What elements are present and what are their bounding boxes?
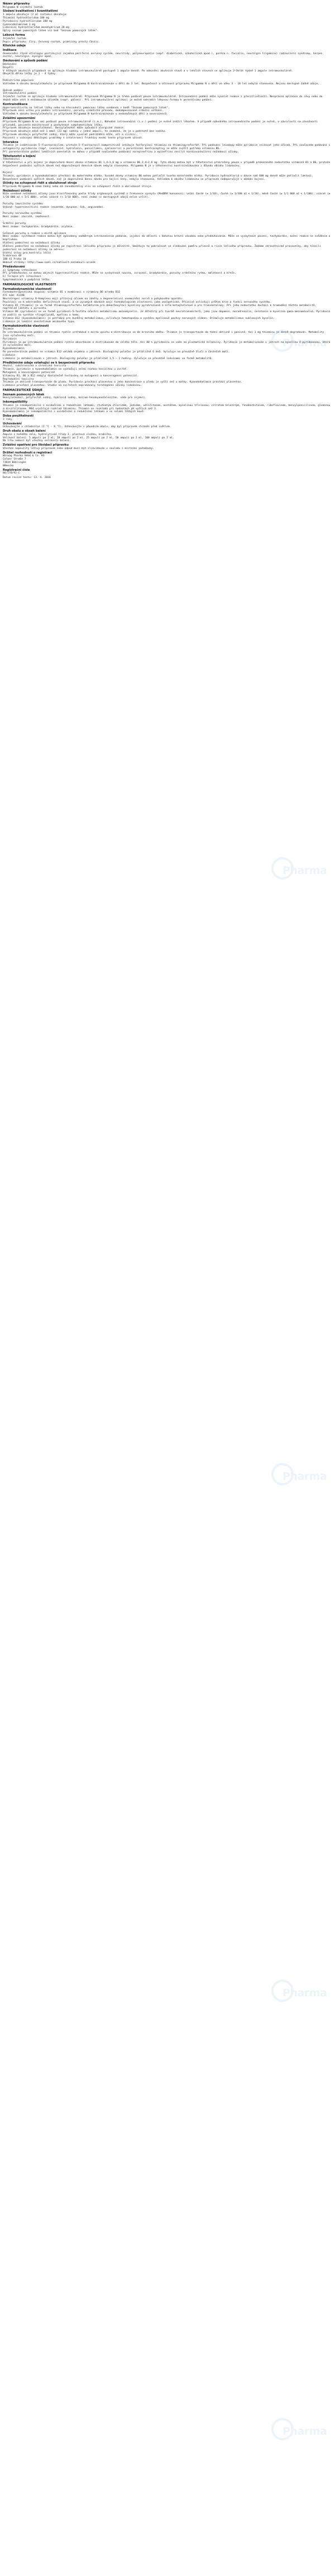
section-heading: Kontraindikace [3,102,28,106]
section-heading: Doba použitelnosti [3,414,34,418]
section-heading: Seznam pomocných látek [3,393,45,396]
section-heading: Interakce [3,140,18,144]
section-body: Milgamma N injekční roztok [3,6,43,9]
section-body: Akutní, subchronická a chronická toxicita Thiamin, pyridoxin a kyanokobalamin se vyznačují velmi nízkou toxicitou u zvířat. Mutagenní a kancerogenní potenciál Vitaminy B1, B6 a B12 nebyly dostatečně testovány na mutagenní a kancerogenní potenciál. Reprodukční toxicita Thiamin je aktivně transportován do plodu. Pyridoxin prochází placentou a jeho koncentrace u plodu je vyšší než u matky. Kyanokobalamin prochází placentou. Lidokain prochází placentou. Studie na zvířatech neprokázaly teratogenní účinky lidokainu. [3,365,242,388]
section-body: Thiamin je inaktivován 5-fluorouracilem, protože 5-fluorouracil kompetitivně inhibuje fosforylaci thiaminu na thiaminpyrofosfát. Při podávání levodopy může pyridoxin snižovat jeho účinek. Při současném podávání s antagonisty pyridoxinu (např. isoniazid, hydralazin, penicilamin, cykloserin) a perorálními kontraceptivy se může zvýšit potřeba vitaminu B6. Při parenterálním podání lokálních anestetik se mohou v případě současného podávání norepinefrinu a epinefrinu zesílit kardiovaskulární nežádoucí účinky. [3,144,331,154]
section-heading: Druh obalu a obsah balení [3,429,46,433]
section-heading: Farmakodynamické vlastnosti [3,287,52,291]
section-body: Níže uvedené nežádoucí účinky jsou klasifikovány podle třídy orgánových systémů a frekvence výskytu (MedDRA konvence): velmi časté (≥ 1/10), časté (≥ 1/100 až < 1/10), méně časté (≥ 1/1 000 až < 1/100), vzácné (≥ 1/10 000 až < 1/1 000), velmi vzácné (< 1/10 000), není známo (z dostupných údajů nelze určit). Poruchy imunitního systému Vzácné: hypersenzitivní reakce (exantém, dyspnoe, šok, angioedém). Poruchy nervového systému Není známo: závratě, zmatenost. Srdeční poruchy Není známo: tachykardie, bradykardie, arytmie. Celkové poruchy a reakce v místě aplikace Není známo: systémové reakce mohou být způsobeny nadměrným intravenózním podáním, injekcí do oblasti s bohatou krevní zásobou nebo předávkováním. Může se vyskytnout pocení, tachykardie, kožní reakce se svěděním a kopřivkou. Hlášení podezření na nežádoucí účinky Hlášení podezření na nežádoucí účinky po registraci léčivého přípravku je důležité. Umožňuje to pokračovat ve sledování poměru přínosů a rizik léčivého přípravku. Žádáme zdravotnické pracovníky, aby hlásili podezření na nežádoucí účinky na adresu: Státní ústav pro kontrolu léčiv Šrobárova 48 100 41 Praha 10 Webové stránky: http://www.sukl.cz/nahlasit-nezadouci-ucinek [3,193,331,265]
section-heading: FARMACEUTICKÉ ÚDAJE [3,389,43,393]
section-body: Dávkování Dospělí V těžkých akutních případech se aplikuje hluboko intramuskulárně postupně 1 ampule denně. Po odeznění akutních stavů a v lehčích stavech se aplikuje 2–3krát týdně 1 ampule intramuskulárně. Obvyklá délka léčby je 1 - 4 týdny. Pediatrická populace Vzhledem k obsahu benzylalkoholu je přípravek Milgamma N kontraindikován u dětí do 3 let. Bezpečnost a účinnost přípravku Milgamma N u dětí ve věku 3 - 18 let nebyla stanovena. Nejsou dostupné žádné údaje. Způsob podání Intramuskulární podání Injekční roztok se aplikuje hluboko intramuskulárně. Přípravek Milgamma N je třeba podávat pouze intramuskulárně. Intravenózní podání může vyvolat reakce z přecitlivělosti. Nesprávná aplikace do cévy nebo do tkáně může vést k nežádoucím účinkům (např. pálení). Při intramuskulární aplikaci je možné nahradit lékovou formou k perorálnímu podání. [3,63,323,102]
pharma-watermark [271,2418,327,2454]
watermark-ring-icon [271,1980,294,2002]
section-body: Injekční roztok. Popis přípravku: čirý, červený roztok, prakticky prostý částic. [3,37,100,44]
section-heading: FARMAKOLOGICKÉ VLASTNOSTI [3,283,56,286]
section-heading: Složení kvalitativní i kvantitativní [3,9,58,13]
section-body: Přípravek Milgamma N se smí podávat pouze intramuskulárně (i.m.). Náhodné intravenózní (i.v.) podání je nutné zvážit lékařem. V případě náhodného intravenózního podání je nutné, v závislosti na závažnosti příznaků, pacienta monitorovat a poskytnout symptomatickou léčbu. Přípravek obsahuje benzylalkohol. Benzylalkohol může způsobit alergické reakce. Přípravek obsahuje méně než 1 mmol (23 mg) sodíku v jedné ampuli, to znamená, že je v podstatě bez sodíku. Přípravek obsahuje polyfosfát sodný, který může vyvolat podráždění kůže, očí a sliznic. Pacienti s vzácnými dědičnými problémy s intolerancí fruktózy nesmí tento přípravek užívat. [3,120,318,140]
watermark-text: Pharma [283,1470,327,1483]
section-heading: Léková forma [3,34,25,37]
section-body: Thiamin je inkompatibilní s oxidačními a redukčními látkami, rtuťnatým chloridem, jodidem, uhličitanem, acetátem, kyselinou tříslovou, citrátem železitým, fenobarbitalem, riboflavinem, benzylpenicilinem, glukózou a disiřičitanem. Měď urychluje rozklad thiaminu. Thiamin se rozkládá při hodnotách pH vyšších než 3. Kyanokobalamin je inkompatibilní s oxidačními a redukčními látkami a se solemi těžkých kovů. [3,404,331,414]
watermark-text: Pharma [283,864,327,877]
watermark-ring-icon [271,857,294,880]
section-body: Hypersenzitivita na léčivé látky nebo na kteroukoli pomocnou látku uvedenou v bodě "Seznam pomocných látek". Přípravek není určen pro podání intravenózní, poruchy srdečního převodu, dekompenzované srdeční selhání. Vzhledem k obsahu benzylalkoholu je přípravek Milgamma N kontraindikován u nedonošených dětí a novorozenců. [3,106,170,116]
section-body: Farmakoterapeutická skupina: vitamin B1 v kombinaci s vitaminy B6 a/nebo B12 ATC kód: A11DB Neurotropní vitaminy B-komplexu mají příznivý účinek na záněty a degenerativní onemocnění nervů a pohybového aparátu. Používají se k odstranění deficitních stavů, a ve vysokých dávkách mají farmakologické vlastnosti jako analgetické. Příznivě ovlivňují průtok krve a funkci nervového systému. Vitamin B1 (thiamin) je ve formě thiaminpyrofosfátu kofaktorem pro dekarboxylaci kyseliny pyrohroznové a alfa-ketoglutarové a pro transketolázy. Při jeho nedostatku dochází k hromadění těchto metabolitů, například laktátu a pyruvátu. Vitamin B6 (pyridoxin) se ve formě pyridoxal-5-fosfátu účastní metabolismu aminokyselin. Je důležitý při tvorbě neurotransmiterů, jako jsou dopamin, noradrenalin, serotonin a kyselina gama-aminomáselná. Pyridoxin se podílí na syntéze sfingolipidů, myelinu a hemu. Vitamin B12 (kyanokobalamin) je potřebný pro buněčný metabolismus, ovlivňuje hematopoézu a syntézu myelinové pochvy nervových vláken. Stimuluje metabolismus nukleových kyselin. Lidokain je lokální anestetikum amidového typu. [3,291,331,323]
section-body: 86/170/92-C [3,472,20,475]
section-body: Přípravek Milgamma N nemá žádný nebo má zanedbatelný vliv na schopnost řídit a obsluhovat stroje. [3,185,153,188]
section-body: Všechen nepoužitý léčivý přípravek nebo odpad musí být zlikvidován v souladu s místními požadavky. [3,447,155,450]
watermark-ring-icon [271,1463,294,1485]
section-heading: Uchovávání [3,422,22,426]
section-heading: Název přípravku [3,2,30,6]
section-body: Těhotenství V těhotenství a při kojení je doporučená denní dávka vitaminu B1 1,4–1,6 mg a vitaminu B6 2,4–2,6 mg. Tyto dávky mohou být v těhotenství překročeny pouze v případě prokázaného nedostatku vitaminů B1 a B6, protože bezpečnost podávání vyšších dávek než doporučených denních dávek nebyla stanovena. Milgamma N je v těhotenství kontraindikována z důvodu obsahu lidokainu. Kojení Thiamin, pyridoxin a kyanokobalamin přechází do mateřského mléka. Vysoké dávky vitaminu B6 mohou potlačit tvorbu mateřského mléka. Pyridoxin hydrochlorid v dávce nad 600 mg denně může potlačit laktaci. Bezpečnost podávání vyšších dávek, než je doporučená denní dávka pro kojící ženy, nebyla stanovena. Vzhledem k obsahu lidokainu se přípravek nedoporučuje v období kojení. [3,158,331,181]
section-body: Onemocnění různé etiologie postihující zejména periferní nervový systém, neuritidy, polyneuropatie (např. diabetická, alkoholická apod.), paréza n. facialis, neuralgie trigeminu) radikulární syndromy, herpes zoster, neuralgie, myalgie apod. [3,52,324,59]
section-body: Wörwag Pharma GmbH & Co. KG Calwer Straße 7 71034 Böblingen Německo [3,455,45,467]
section-heading: Farmakokinetické vlastnosti [3,324,49,328]
watermark-text: Pharma [283,2425,327,2438]
section-body: Uchovávejte v chladničce (2 °C - 8 °C). Uchovávejte v původním obalu, aby byl přípravek chráněn před světlem. [3,426,171,429]
section-heading: Inkompatibility [3,400,28,404]
pharma-watermark [271,1980,327,2015]
section-heading: Těhotenství a kojení [3,154,36,158]
section-heading: Účinky na schopnost řídit a obsluhovat stroje [3,181,77,185]
section-heading: Držitel rozhodnutí o registraci [3,451,52,455]
section-body: 3 roky. [3,418,14,421]
pharma-watermark [271,1463,327,1499]
watermark-text: Pharma [283,1987,327,1999]
section-heading: Zvláštní upozornění [3,117,36,121]
section-heading: Klinické údaje [3,44,26,48]
section-heading: Indikace [3,48,17,52]
section-heading: Dávkování a způsob podání [3,59,48,63]
section-body: a) Symptomy intoxikace Při předávkování se mohou objevit hypersenzitivní reakce. Může se vyskytnout nausea, zvracení, bradykardie, poruchy srdečního rytmu, malátnost a křeče. b) Terapie při intoxikaci Symptomatická a podpůrná léčba. [3,269,236,282]
section-heading: Nežádoucí účinky [3,189,32,193]
section-heading: Předklinické údaje vztahující se k bezpečnosti přípravku [3,361,95,365]
revision-date: Datum revize textu: 13. 4. 2016 [3,476,51,480]
watermark-text: Pharma [283,337,327,349]
section-body: 1 ampule obsahuje (2 ml roztoku) obsahuje: Thiamini hydrochloridum 100 mg Pyridoxini hydrochloridum 100 mg Cyanocobalaminum 1 mg Lidocaini hydrochloridum monohydricum 20 mg Úplný seznam pomocných látek viz bod "Seznam pomocných látek". [3,13,99,33]
section-body: Benzylalkohol, polyfosfát sodný, hydroxid sodný, kalium-hexakyanoželezitan, voda pro injekci. [3,396,147,400]
pharma-watermark [271,857,327,893]
section-heading: Registrační číslo [3,468,30,472]
section-body: Ampule z hnědého skla, hydrolytické třídy I, plastová vložka, krabička. Velikost balení: 5 ampulí po 2 ml, 10 ampulí po 2 ml, 25 ampulí po 2 ml, 50 ampulí po 2 ml, 100 ampulí po 2 ml. Na trhu nemusí být všechny velikosti balení. [3,433,174,443]
document [3,2,331,480]
section-heading: Předávkování [3,265,25,269]
watermark-ring-icon [271,2418,294,2440]
section-body: Thiamin Po intramuskulárním podání se thiamin rychle vstřebává z místa vpichu a distribuuje se do krevního oběhu. Thiamin je transportován do tkání aktivně i pasivně. Asi 1 mg thiaminu je denně degradován. Metabolity jsou vylučovány močí. Pyridoxin Pyridoxin je po intramuskulárním podání rychle absorbován a distribuován do celého těla. Asi 80 % pyridoxinu se váže na plazmatické bílkoviny. Pyridoxin je metabolizován v játrech na kyselinu 4-pyridoxovou, která je vylučována močí. Kyanokobalamin Po parenterálním podání se vitamin B12 ukládá zejména v játrech. Biologický poločas je přibližně 6 dnů. Vylučuje se převážně žlučí a částečně močí. Lidokain Lidokain je metabolizován v játrech. Biologický poločas je přibližně 1,5 - 2 hodiny. Vylučuje se převážně ledvinami ve formě metabolitů. [3,328,331,360]
section-heading: Zvláštní opatření pro likvidaci přípravku [3,443,69,447]
